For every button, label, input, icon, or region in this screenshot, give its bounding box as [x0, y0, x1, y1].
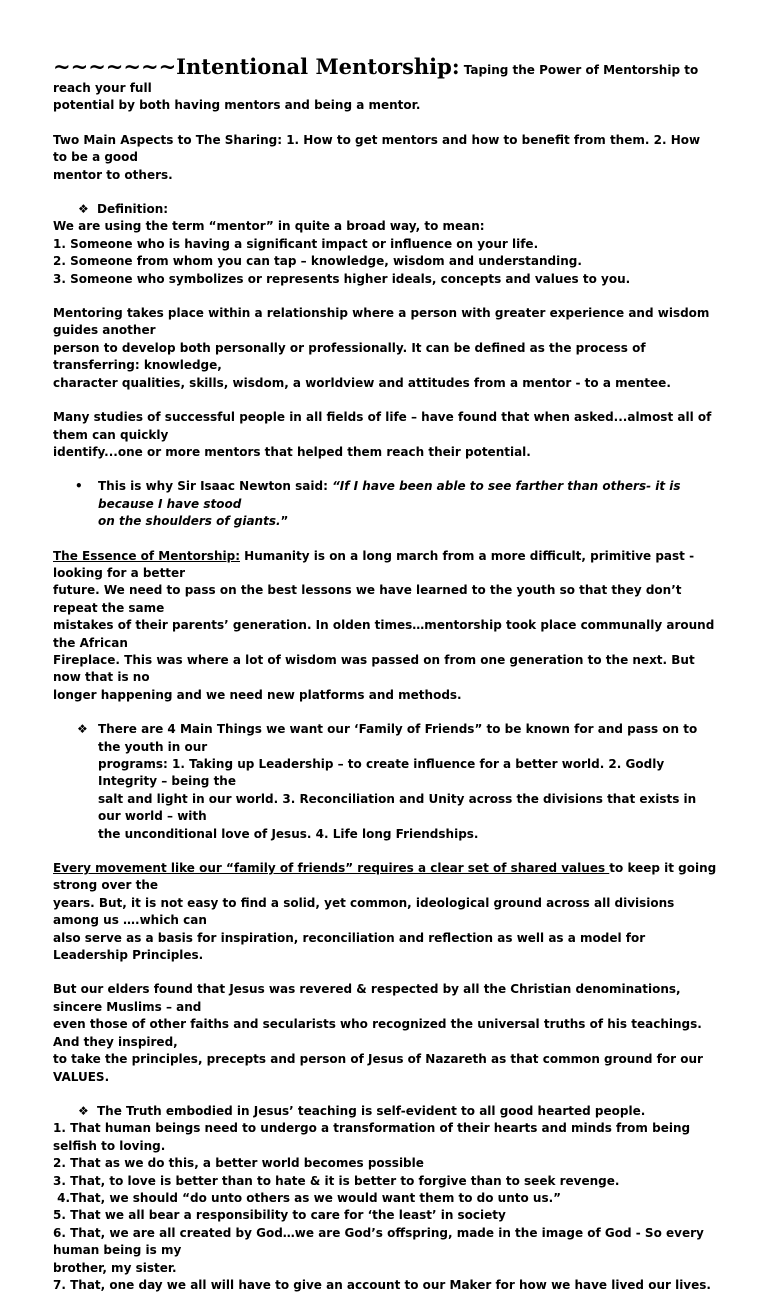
paragraph-line: the unconditional love of Jesus. 4. Life long Friendships.: [98, 826, 479, 841]
round-bullet-icon: •: [75, 479, 83, 494]
newton-text: [98, 478, 718, 530]
paragraph-line: There are 4 Main Things we want our ‘Family of Friends” to be known for and pass on to the youth in our: [98, 722, 698, 754]
newton-quote: “If I have been able to see farther than others- it is because I have stood: [98, 479, 681, 511]
truth-heading-row: [53, 1103, 718, 1120]
movement-underlined: Every movement like our “family of friends” requires a clear set of shared values: [53, 861, 610, 876]
elders-paragraph: [53, 981, 718, 1085]
movement-paragraph: [53, 860, 718, 964]
essence-paragraph: [53, 548, 718, 705]
aspects-line: mentor to others.: [53, 167, 173, 182]
truth-item: 5. That we all bear a responsibility to care for ‘the least’ in society: [53, 1208, 506, 1223]
paragraph-line: to take the principles, precepts and person of Jesus of Nazareth as that common ground for our VALUES.: [53, 1052, 703, 1084]
truth-item: 2. That as we do this, a better world becomes possible: [53, 1156, 424, 1171]
truth-heading: The Truth embodied in Jesus’ teaching is self-evident to all good hearted people.: [97, 1103, 646, 1118]
newton-bullet: [53, 478, 718, 530]
paragraph-line: even those of other faiths and secularists who recognized the universal truths of his teachings. And they inspired,: [53, 1017, 702, 1049]
paragraph-line: salt and light in our world. 3. Reconciliation and Unity across the divisions that exists in our world – with: [98, 791, 697, 824]
four-things-bullet: [53, 721, 718, 843]
truth-section: [53, 1103, 718, 1294]
title-subtitle-part1: Taping the Power of Mentorship to reach your full: [53, 63, 699, 95]
definition-item: 1. Someone who is having a significant impact or influence on your life.: [53, 236, 539, 251]
paragraph-line: also serve as a basis for inspiration, reconciliation and reflection as well as a model for Leadership Principles.: [53, 930, 646, 963]
newton-quote-end: on the shoulders of giants.: [98, 514, 281, 529]
diamond-bullet-icon: ❖: [78, 1103, 89, 1118]
newton-quote-close: ”: [280, 514, 289, 529]
paragraph-line: years. But, it is not easy to find a solid, yet common, ideological ground across all divisions among us ….which can: [53, 895, 675, 928]
truth-item: 1. That human beings need to undergo a transformation of their hearts and minds from being selfish to loving.: [53, 1121, 691, 1153]
aspects-line: Two Main Aspects to The Sharing: 1. How to get mentors and how to benefit from them. 2. How to be a good: [53, 132, 701, 165]
definition-intro: We are using the term “mentor” in quite a broad way, to mean:: [53, 219, 485, 234]
paragraph-line: character qualities, skills, wisdom, a worldview and attitudes from a mentor - to a mentee.: [53, 375, 671, 390]
title-line: [53, 54, 718, 97]
title-subtitle-part2: potential by both having mentors and being a mentor.: [53, 98, 421, 113]
truth-item: 6. That, we are all created by God…we are God’s offspring, made in the image of God - So every human being is my: [53, 1225, 704, 1258]
newton-lead: This is why Sir Isaac Newton said:: [98, 479, 333, 494]
truth-item: brother, my sister.: [53, 1260, 177, 1275]
diamond-bullet-icon: ❖: [78, 202, 89, 217]
paragraph-line: mistakes of their parents’ generation. In olden times…mentorship took place communally around the African: [53, 618, 715, 650]
paragraph-line: Humanity is on a long march from a more difficult, primitive past - looking for a better: [53, 548, 695, 580]
paragraph-line: future. We need to pass on the best lessons we have learned to the youth so that they don’t repeat the same: [53, 583, 682, 615]
truth-item: 4.That, we should “do unto others as we would want them to do unto us.”: [53, 1190, 562, 1205]
paragraph-line: identify...one or more mentors that helped them reach their potential.: [53, 444, 531, 459]
paragraph-line: Mentoring takes place within a relationship where a person with greater experience and wisdom guides another: [53, 306, 710, 338]
studies-paragraph: [53, 409, 718, 461]
aspects-paragraph: [53, 132, 718, 184]
truth-item: 3. That, to love is better than to hate & it is better to forgive than to seek revenge.: [53, 1173, 620, 1188]
four-things-text: [98, 721, 718, 843]
document-body: [53, 54, 718, 1294]
title-main: Intentional Mentorship:: [176, 54, 460, 79]
diamond-bullet-icon: ❖: [77, 722, 88, 737]
definition-item: 3. Someone who symbolizes or represents higher ideals, concepts and values to you.: [53, 271, 631, 286]
definition-heading: Definition:: [97, 202, 169, 217]
paragraph-line: programs: 1. Taking up Leadership – to create influence for a better world. 2. Godly Integrity – being the: [98, 757, 665, 789]
title-prefix: ~~~~~~~: [53, 54, 177, 79]
definition-heading-row: [53, 201, 718, 218]
paragraph-line: Many studies of successful people in all fields of life – have found that when asked...almost all of them can quickly: [53, 410, 712, 442]
paragraph-line: Fireplace. This was where a lot of wisdom was passed on from one generation to the next. But now that is no: [53, 652, 695, 685]
paragraph-line: person to develop both personally or professionally. It can be defined as the process of transferring: knowledge,: [53, 340, 646, 373]
paragraph-line: But our elders found that Jesus was revered & respected by all the Christian denominations, sincere Muslims – and: [53, 982, 681, 1014]
paragraph-line: to keep it going strong over the: [53, 861, 717, 893]
mentoring-paragraph: [53, 305, 718, 392]
definition-item: 2. Someone from whom you can tap – knowledge, wisdom and understanding.: [53, 254, 582, 269]
definition-section: [53, 201, 718, 288]
essence-heading: The Essence of Mentorship:: [53, 548, 240, 563]
paragraph-line: longer happening and we need new platforms and methods.: [53, 687, 462, 702]
truth-item: 7. That, one day we all will have to give an account to our Maker for how we have lived our lives.: [53, 1277, 711, 1292]
